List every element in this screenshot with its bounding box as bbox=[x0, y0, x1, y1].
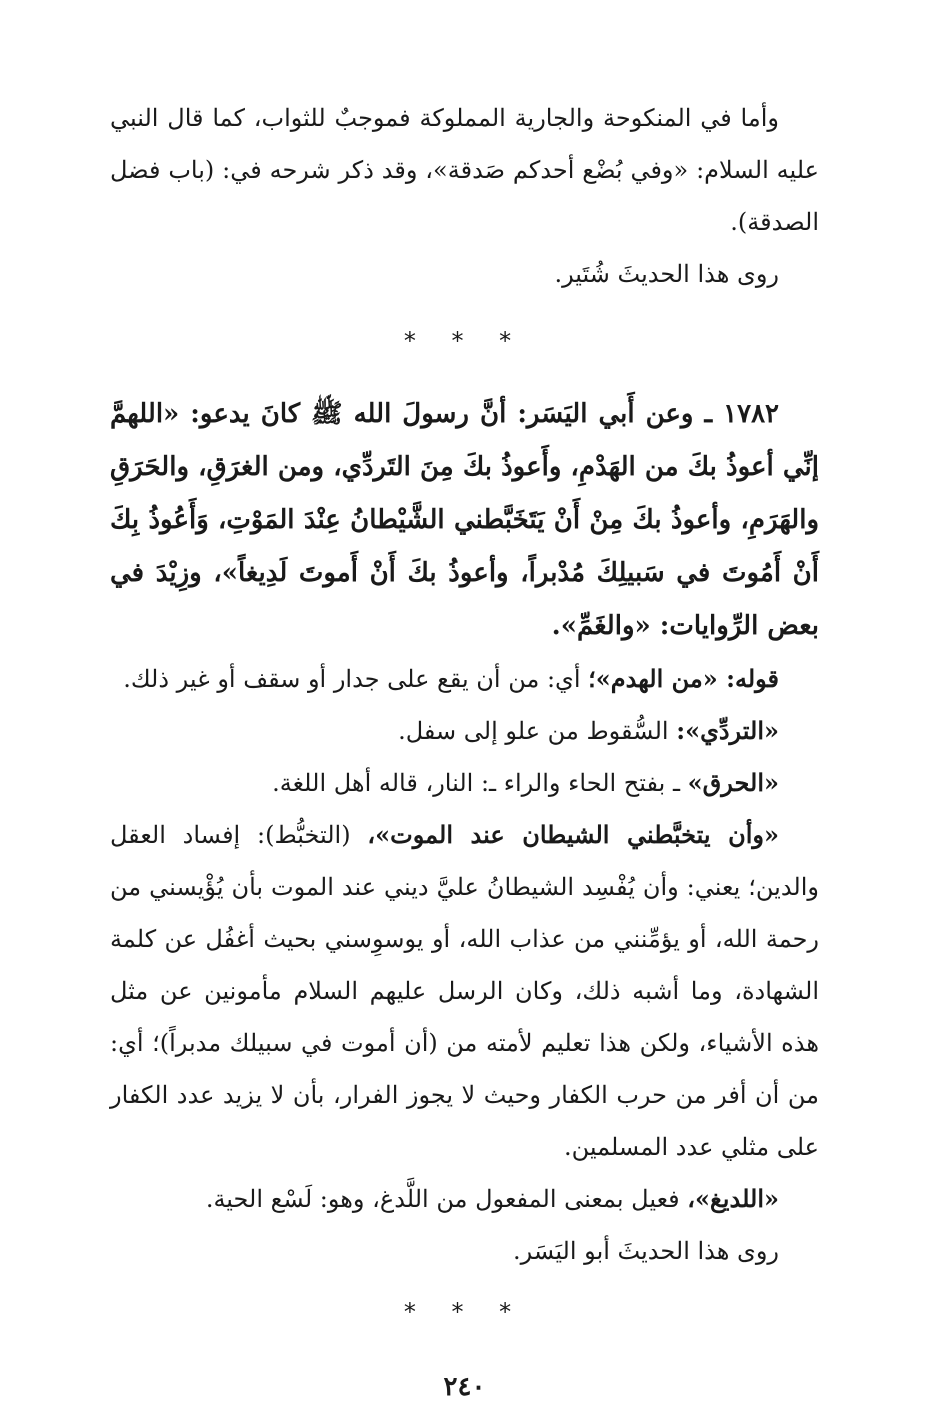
commentary-explanation: أي: من أن يقع على جدار أو سقف أو غير ذلك. bbox=[123, 665, 589, 693]
commentary-explanation: فعيل بمعنى المفعول من اللَّدغ، وهو: لَسْع الحية. bbox=[205, 1185, 688, 1213]
paragraph-intro: وأما في المنكوحة والجارية المملوكة فموجبٌ للثواب، كما قال النبي عليه السلام: «وفي بُضْع أحدكم صَدقة»، وقد ذكر شرحه في: (باب فضل الصدقة). bbox=[110, 104, 819, 236]
commentary-hadm bbox=[110, 653, 819, 705]
hadith-text: ١٧٨٢ ـ وعن أَبي اليَسَر: أنَّ رسولَ الله ﷺ كانَ يدعو: «اللهمَّ إنِّي أعوذُ بكَ من الهَدْمِ، وأَعوذُ بكَ مِنَ التَردِّي، ومن الغرَقِ، والحَرَقِ والهَرَمِ، وأعوذُ بكَ مِنْ أَنْ يَتَخَبَّطني الشَّيْطانُ عِنْدَ المَوْتِ، وَأَعُوذُ بِكَ أَنْ أَمُوتَ في سَبيلِكَ مُدْبراً، وأعوذُ بكَ أَنْ أَموتَ لَدِيغاً»، وزِيْدَ في بعض الرِّوايات: «والغَمِّ». bbox=[110, 399, 819, 641]
commentary-explanation: السُّقوط من علو إلى سفل. bbox=[398, 717, 677, 745]
commentary-haraq bbox=[110, 757, 819, 809]
commentary-term: «اللديغ»، bbox=[687, 1184, 779, 1213]
commentary-takhabbut bbox=[110, 809, 819, 1173]
narrator-line: روى هذا الحديثَ أبو اليَسَر. bbox=[513, 1237, 779, 1265]
commentary-taraddi bbox=[110, 705, 819, 757]
commentary-explanation: (التخبُّط): إفساد العقل والدين؛ يعني: وأن يُفْسِد الشيطانُ عليَّ ديني عند الموت بأن يُؤْيسني من رحمة الله، أو يؤمِّنني من عذاب الله، أو يوسوِسني بحيث أغفُل عن كلمة الشهادة، وما أشبه ذلك، وكان الرسل عليهم السلام مأمونين عن مثل هذه الأشياء، ولكن هذا تعليم لأمته من (أن أموت في سبيلك مدبراً)؛ أي: من أن أفر من حرب الكفار وحيث لا يجوز الفرار، بأن لا يزيد عدد الكفار على مثلي عدد المسلمين. bbox=[110, 821, 819, 1161]
commentary-term: «الحرق» bbox=[687, 768, 779, 797]
page-number: ٢٤٠ bbox=[443, 1372, 486, 1402]
commentary-term: قوله: «من الهدم»؛ bbox=[588, 664, 779, 693]
commentary-ladigh bbox=[110, 1173, 819, 1225]
section-separator: * * * bbox=[403, 327, 526, 355]
commentary-term: «وأن يتخبَّطني الشيطان عند الموت»، bbox=[367, 820, 779, 849]
commentary-explanation: ـ بفتح الحاء والراء ـ: النار، قاله أهل اللغة. bbox=[272, 769, 688, 797]
section-separator: * * * bbox=[403, 1298, 526, 1326]
narrator-line: روى هذا الحديثَ شُتَير. bbox=[554, 260, 779, 288]
commentary-term: «التردِّي»: bbox=[676, 716, 779, 745]
page-content bbox=[110, 92, 819, 1407]
